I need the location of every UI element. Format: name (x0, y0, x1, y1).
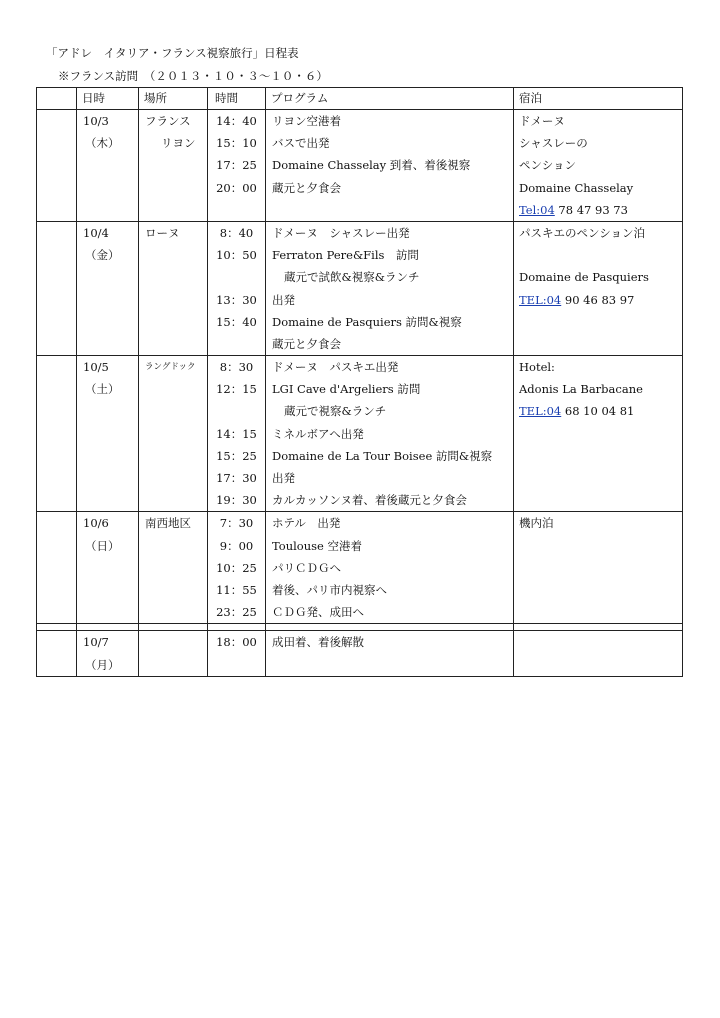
phone-line (519, 199, 682, 221)
program: リヨン空港着 (272, 114, 341, 128)
row-blank (37, 512, 77, 624)
row-blank (37, 356, 77, 512)
program: Domaine Chasselay 到着、着後視察 (272, 158, 471, 173)
time: 7：30 (219, 516, 254, 531)
phone-number: 68 10 04 81 (561, 404, 635, 419)
program: ドメーヌ パスキエ出発 (272, 360, 399, 375)
table-header-row (37, 88, 683, 110)
spacer-cell (37, 624, 77, 631)
stay-line: シャスレーの (519, 136, 588, 151)
table-row (37, 631, 683, 676)
row-blank (37, 221, 77, 355)
date-cell (77, 512, 139, 624)
time: 8：30 (219, 360, 254, 375)
program: Domaine de Pasquiers 訪問&視察 (272, 314, 462, 329)
time: 12：15 (216, 382, 257, 397)
time: 10：50 (216, 248, 257, 263)
place-line: ローヌ (145, 225, 180, 240)
time-cell (208, 221, 266, 355)
time: 14：15 (216, 426, 257, 441)
spacer-cell (208, 624, 266, 631)
weekday: （木） (85, 136, 120, 151)
place-cell (139, 356, 208, 512)
place-cell (139, 512, 208, 624)
program: Domaine de La Tour Boisee 訪問&視察 (272, 448, 493, 463)
date-cell (77, 631, 139, 676)
time: 11：55 (216, 582, 257, 597)
program: ドメーヌ シャスレー出発 (272, 225, 410, 240)
time: 15：25 (216, 448, 257, 463)
place-cell (139, 631, 208, 676)
weekday: （土） (85, 382, 120, 397)
program-cell (266, 356, 514, 512)
stay-cell (514, 512, 683, 624)
phone-link[interactable]: Tel:04 (519, 202, 555, 217)
time (208, 333, 265, 355)
stay-line (519, 631, 682, 653)
time: 13：30 (216, 292, 257, 307)
stay-line: Hotel: (519, 360, 555, 375)
program: カルカッソンヌ着、着後蔵元と夕食会 (272, 493, 467, 508)
time-cell (208, 110, 266, 222)
date-cell (77, 221, 139, 355)
program: 蔵元と夕食会 (272, 336, 341, 351)
header-date: 日時 (77, 88, 139, 110)
program: 出発 (272, 292, 295, 307)
header-place: 場所 (139, 88, 208, 110)
place-line: リヨン (161, 136, 196, 151)
program-cell (266, 512, 514, 624)
table-row (37, 221, 683, 355)
program: パリＣＤＧへ (272, 560, 341, 575)
spacer-cell (77, 624, 139, 631)
table-row (37, 512, 683, 624)
program: Ferraton Pere&Fils 訪問 (272, 248, 419, 263)
program: ホテル 出発 (272, 516, 341, 531)
place-line (145, 631, 207, 653)
phone-line (519, 400, 682, 422)
time: 19：30 (216, 493, 257, 508)
weekday: （月） (85, 657, 120, 672)
phone-number: 78 47 93 73 (554, 202, 628, 217)
stay-line: ペンション (519, 158, 576, 173)
time: 9：00 (219, 538, 254, 553)
row-blank (37, 631, 77, 676)
time: 10：25 (216, 560, 257, 575)
time (208, 266, 265, 288)
stay-line: ドメーヌ (519, 114, 565, 128)
time: 20：00 (216, 180, 257, 195)
time: 15：10 (216, 136, 257, 151)
weekday: （金） (85, 248, 120, 263)
stay-line: 機内泊 (519, 516, 554, 531)
phone-link[interactable]: TEL:04 (519, 404, 562, 419)
phone-number: 90 46 83 97 (561, 292, 635, 307)
stay-line (519, 244, 682, 266)
time: 14：40 (216, 114, 257, 128)
date: 10/7 (83, 635, 109, 650)
time-cell (208, 631, 266, 676)
stay-cell (514, 110, 683, 222)
place-cell (139, 110, 208, 222)
program-cell (266, 221, 514, 355)
time (208, 400, 265, 422)
time: 8：40 (219, 225, 254, 240)
weekday: （日） (85, 538, 120, 553)
spacer-cell (266, 624, 514, 631)
header-blank (37, 88, 77, 110)
time: 17：25 (216, 158, 257, 173)
header-time: 時間 (208, 88, 266, 110)
stay-cell (514, 356, 683, 512)
program: 成田着、着後解散 (272, 635, 364, 650)
document-title: 「アドレ イタリア・フランス視察旅行」日程表 (46, 46, 299, 60)
date-cell (77, 110, 139, 222)
table-row (37, 356, 683, 512)
place-line: 南西地区 (145, 516, 191, 531)
program: 蔵元と夕食会 (272, 180, 341, 195)
spacer-cell (514, 624, 683, 631)
time: 23：25 (216, 605, 257, 620)
phone-line (519, 289, 682, 311)
time: 17：30 (216, 471, 257, 485)
program-cell (266, 110, 514, 222)
table-row (37, 110, 683, 222)
date: 10/5 (83, 360, 109, 375)
row-spacer (37, 624, 683, 631)
stay-line: Domaine de Pasquiers (519, 270, 649, 285)
date-cell (77, 356, 139, 512)
document-subtitle: ※フランス訪問 （２０１３・１０・３～１０・６） (58, 69, 328, 83)
stay-cell (514, 221, 683, 355)
program-cell (266, 631, 514, 676)
program: バスで出発 (272, 136, 330, 151)
program: ＣＤＧ発、成田へ (272, 605, 364, 620)
stay-cell (514, 631, 683, 676)
program: Toulouse 空港着 (272, 538, 362, 553)
time: 18：00 (216, 635, 257, 650)
program: LGI Cave d'Argeliers 訪問 (272, 382, 421, 397)
time-cell (208, 512, 266, 624)
program: 出発 (272, 471, 295, 485)
program: 蔵元で試飲&視察&ランチ (284, 270, 420, 285)
time-cell (208, 356, 266, 512)
stay-line: Adonis La Barbacane (519, 382, 643, 397)
stay-line: パスキエのペンション泊 (519, 225, 645, 240)
stay-line: Domaine Chasselay (519, 180, 634, 195)
program: 蔵元で視察&ランチ (284, 404, 387, 419)
row-blank (37, 110, 77, 222)
itinerary-table (36, 87, 683, 677)
date: 10/3 (83, 114, 109, 128)
program: 着後、パリ市内視察へ (272, 582, 387, 597)
header-stay: 宿泊 (514, 88, 683, 110)
phone-link[interactable]: TEL:04 (519, 292, 562, 307)
place-line: ラングドック (145, 362, 196, 373)
date: 10/4 (83, 225, 109, 240)
place-line: フランス (145, 114, 191, 128)
date: 10/6 (83, 516, 109, 531)
program: ミネルボアへ出発 (272, 426, 364, 441)
time: 15：40 (216, 314, 257, 329)
place-cell (139, 221, 208, 355)
spacer-cell (139, 624, 208, 631)
header-program: プログラム (266, 88, 514, 110)
